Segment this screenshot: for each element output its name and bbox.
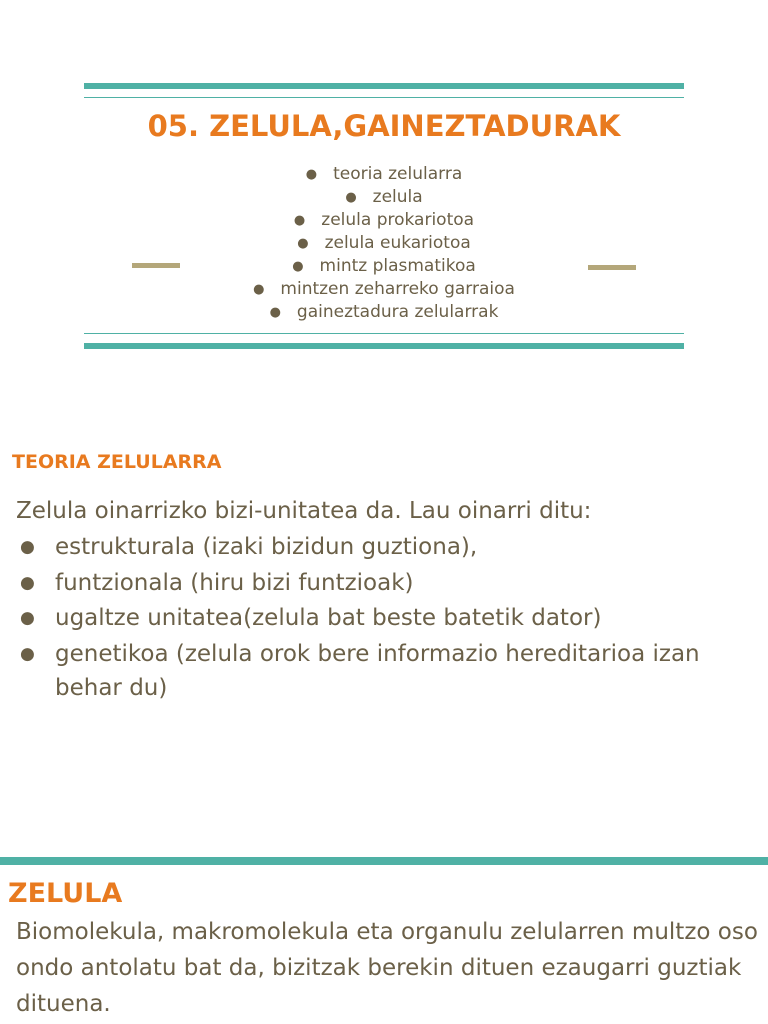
- bullet-icon: ●: [305, 167, 318, 182]
- list-item: ● zelula prokariotoa: [293, 210, 475, 230]
- list-item: ● mintzen zeharreko garraioa: [253, 279, 515, 299]
- list-item: ● zelula: [345, 187, 423, 207]
- list-item: ● mintz plasmatikoa: [292, 256, 476, 276]
- bottom-thin-rule: [84, 333, 684, 334]
- list-item: ● teoria zelularra: [305, 164, 463, 184]
- bottom-thick-rule: [84, 343, 684, 349]
- bullet-icon: ●: [20, 537, 35, 557]
- list-item: ● gaineztadura zelularrak: [269, 302, 499, 322]
- bullet-icon: ●: [297, 236, 309, 251]
- zelula-heading: ZELULA: [8, 878, 123, 909]
- bullet-icon: ●: [20, 572, 35, 593]
- list-item: ● ugaltze unitatea(zelula bat beste batetik dator): [16, 601, 716, 635]
- page-title: 05. ZELULA,GAINEZTADURAK: [147, 109, 621, 143]
- section-divider: [0, 857, 768, 865]
- bullet-icon: ●: [345, 190, 357, 205]
- teoria-intro: Zelula oinarrizko bizi-unitatea da. Lau oinarri ditu:: [16, 498, 592, 524]
- bullet-icon: ●: [253, 282, 265, 297]
- list-item: ● estrukturala (izaki bizidun guztiona),: [16, 530, 716, 564]
- zelula-definition: Biomolekula, makromolekula eta organulu zelularren multzo oso ondo antolatu bat da, bizitzak berekin dituen ezaugarri guztiak dituena.: [16, 919, 758, 1017]
- contents-list: [84, 163, 684, 324]
- bullet-icon: ●: [20, 643, 35, 664]
- teoria-list: [16, 530, 716, 706]
- left-dash-ornament: [132, 263, 180, 268]
- list-item: ● zelula eukariotoa: [297, 233, 471, 253]
- list-item: ● funtzionala (hiru bizi funtzioak): [16, 566, 716, 600]
- bullet-icon: ●: [293, 213, 306, 228]
- top-thin-rule: [84, 97, 684, 98]
- bullet-icon: ●: [20, 608, 35, 628]
- list-item: ● genetikoa (zelula orok bere informazio hereditarioa izan behar du): [16, 637, 716, 705]
- bullet-icon: ●: [269, 305, 281, 320]
- bullet-icon: ●: [292, 259, 304, 274]
- right-dash-ornament: [588, 265, 636, 270]
- top-thick-rule: [84, 83, 684, 89]
- teoria-heading: TEORIA ZELULARRA: [12, 451, 222, 473]
